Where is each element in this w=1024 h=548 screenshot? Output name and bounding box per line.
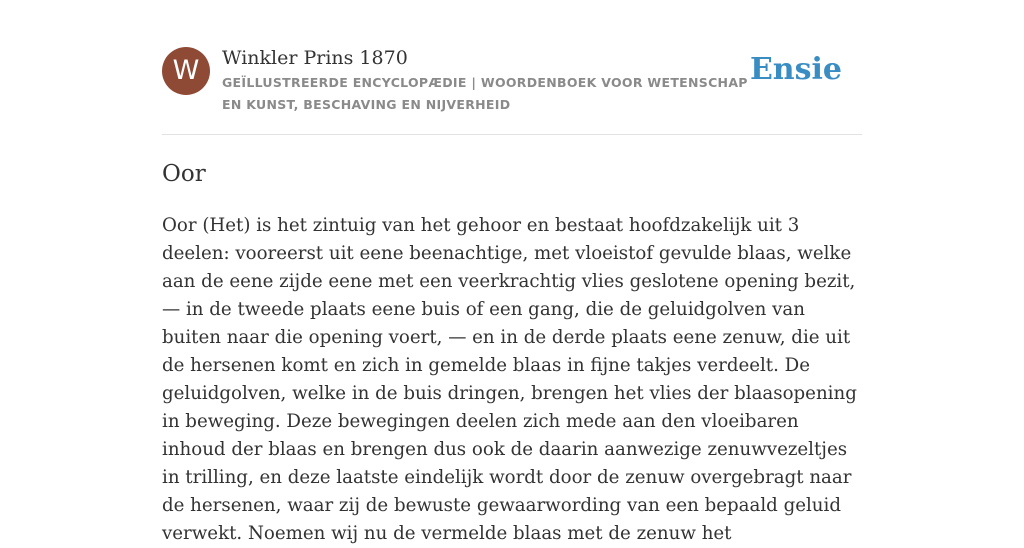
entry-title: Oor: [162, 161, 206, 187]
source-header: [162, 0, 862, 135]
source-avatar[interactable]: W: [162, 47, 210, 95]
source-subtitle: GEÏLLUSTREERDE ENCYCLOPÆDIE | WOORDENBOEK VOOR WETENSCHAP EN KUNST, BESCHAVING EN NIJVERHEID: [222, 75, 748, 112]
entry-body: Oor (Het) is het zintuig van het gehoor en bestaat hoofdzakelijk uit 3 deelen: vooreerst uit eene beenachtige, met vloeistof gevulde blaas, welke aan de eene zijde eene met een veerkrachtig vlies geslotene opening bezit, — in de tweede plaats eene buis of een gang, die de geluidgolven van buiten naar die opening voert, — en in de derde plaats eene zenuw, die uit de hersenen komt en zich in gemelde blaas in fijne takjes verdeelt. De geluidgolven, welke in de buis dringen, brengen het vlies der blaasopening in beweging. Deze bewegingen deelen zich mede aan den vloeibaren inhoud der blaas en brengen dus ook de daarin aanwezige zenuwvezeltjes in trilling, en deze laatste eindelijk wordt door de zenuw overgebragt naar de hersenen, waar zij de bewuste gewaarwording van een bepaald geluid verwekt. Noemen wij nu de vermelde blaas met de zenuw het: [162, 215, 857, 544]
ensie-logo-link[interactable]: Ensie: [749, 52, 842, 87]
source-title[interactable]: Winkler Prins 1870: [222, 47, 408, 69]
page-content: [162, 0, 862, 544]
